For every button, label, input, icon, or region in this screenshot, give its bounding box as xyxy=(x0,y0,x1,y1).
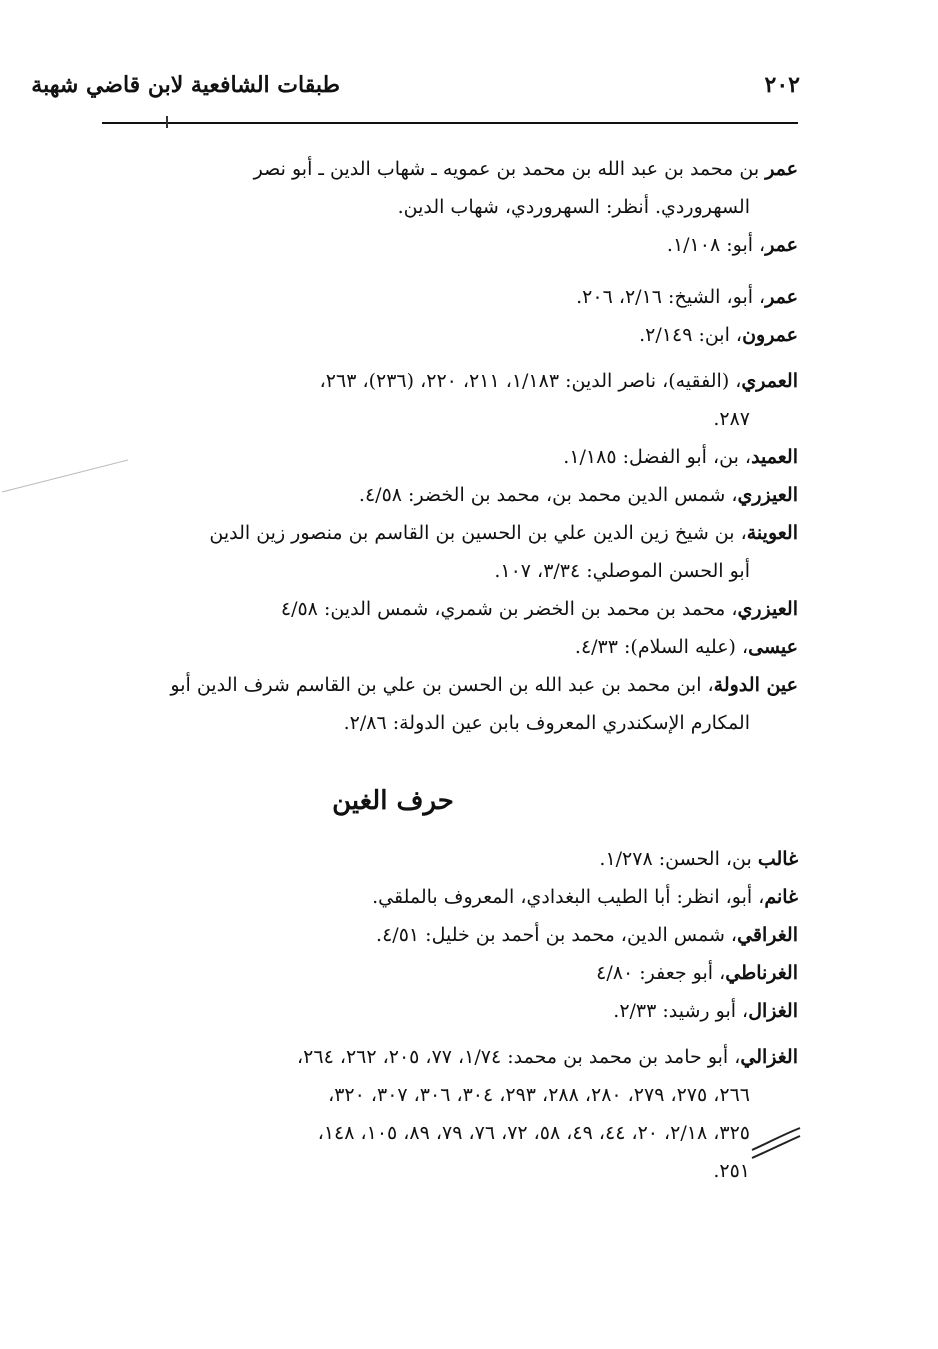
index-entry xyxy=(108,666,798,742)
index-entry xyxy=(108,438,798,476)
entry-text: ، أبو حامد بن محمد بن محمد: ١/٧٤، ٧٧، ٢٠٥، ٢٦٢، ٢٦٤، xyxy=(297,1046,741,1068)
entry-text: ، ابن محمد بن عبد الله بن الحسن بن علي بن القاسم شرف الدين أبو xyxy=(170,674,714,696)
index-entry xyxy=(108,476,798,514)
index-entry xyxy=(108,1038,798,1190)
entry-head: الغرناطي xyxy=(725,962,798,984)
entry-text: ، شمس الدين، محمد بن أحمد بن خليل: ٤/٥١. xyxy=(376,924,738,946)
index-entry xyxy=(108,992,798,1030)
entry-text: ، (عليه السلام): ٤/٣٣. xyxy=(574,636,749,658)
entry-text: ، بن، أبو الفضل: ١/١٨٥. xyxy=(563,446,752,468)
entry-text: ، (الفقيه)، ناصر الدين: ١/١٨٣، ٢١١، ٢٢٠، (٢٣٦)، ٢٦٣، xyxy=(319,370,742,392)
entry-head: عمر xyxy=(765,286,798,308)
entry-head: الغراقي xyxy=(737,924,798,946)
entry-head: عمر xyxy=(765,158,798,180)
entry-continuation: أبو الحسن الموصلي: ٣/٣٤، ١٠٧. xyxy=(494,560,750,582)
section-heading: حرف الغين xyxy=(332,786,454,816)
entry-text: ، أبو جعفر: ٤/٨٠ xyxy=(596,962,726,984)
entry-head: العوينة xyxy=(746,522,798,544)
entry-head: عيسى xyxy=(748,636,798,658)
entry-continuation: ٢٥١. xyxy=(713,1160,750,1182)
entry-continuation: السهروردي. أنظر: السهروردي، شهاب الدين. xyxy=(397,196,750,218)
entry-head: عمر xyxy=(765,234,798,256)
entry-text: بن محمد بن عبد الله بن محمد بن عمويه ـ شهاب الدين ـ أبو نصر xyxy=(253,158,766,180)
index-entry xyxy=(108,954,798,992)
header-rule xyxy=(102,122,798,124)
entry-continuation: ٢٨٧. xyxy=(713,408,750,430)
index-entry xyxy=(108,362,798,438)
index-entry xyxy=(108,628,798,666)
index-entry xyxy=(108,878,798,916)
entry-head: العميد xyxy=(751,446,798,468)
entry-continuation: المكارم الإسكندري المعروف بابن عين الدولة: ٢/٨٦. xyxy=(343,712,750,734)
entry-head: غالب xyxy=(757,848,798,870)
index-entry xyxy=(108,226,798,264)
entry-text: ، أبو، انظر: أبا الطيب البغدادي، المعروف بالملقي. xyxy=(372,886,765,908)
entry-text: ، شمس الدين محمد بن، محمد بن الخضر: ٤/٥٨. xyxy=(358,484,738,506)
index-entry xyxy=(108,840,798,878)
entry-text: بن، الحسن: ١/٢٧٨. xyxy=(599,848,758,870)
index-entry xyxy=(108,316,798,354)
entry-head: العيزري xyxy=(737,484,798,506)
entry-head: غانم xyxy=(764,886,798,908)
entry-text: ، أبو رشيد: ٢/٣٣. xyxy=(613,1000,749,1022)
index-entry xyxy=(108,150,798,226)
entry-head: العيزري xyxy=(737,598,798,620)
entry-text: ، محمد بن محمد بن الخضر بن شمري، شمس الدين: ٤/٥٨ xyxy=(280,598,738,620)
entry-head: الغزال xyxy=(748,1000,798,1022)
page-header xyxy=(31,72,800,112)
index-entry xyxy=(108,514,798,590)
entry-text: ، أبو، الشيخ: ٢/١٦، ٢٠٦. xyxy=(576,286,766,308)
entry-text: ، ابن: ٢/١٤٩. xyxy=(639,324,743,346)
entry-head: العمري xyxy=(741,370,798,392)
entry-text: ، بن شيخ زين الدين علي بن الحسين بن القاسم بن منصور زين الدين xyxy=(209,522,747,544)
running-title: طبقات الشافعية لابن قاضي شهبة xyxy=(31,72,340,98)
entry-continuation: ٢٦٦، ٢٧٥، ٢٧٩، ٢٨٠، ٢٨٨، ٢٩٣، ٣٠٤، ٣٠٦، ٣٠٧، ٣٢٠، xyxy=(328,1084,750,1106)
header-rule-tick xyxy=(166,116,168,128)
entry-text: ، أبو: ١/١٠٨. xyxy=(666,234,766,256)
page-number: ٢٠٢ xyxy=(764,72,800,98)
index-content xyxy=(108,150,798,1190)
index-entry xyxy=(108,916,798,954)
entry-continuation: ٣٢٥، ٢/١٨، ٢٠، ٤٤، ٤٩، ٥٨، ٧٢، ٧٦، ٧٩، ٨٩، ١٠٥، ١٤٨، xyxy=(317,1122,750,1144)
entry-head: عين الدولة xyxy=(713,674,798,696)
entry-head: عمرون xyxy=(742,324,798,346)
entry-head: الغزالي xyxy=(740,1046,798,1068)
index-entry xyxy=(108,278,798,316)
index-entry xyxy=(108,590,798,628)
